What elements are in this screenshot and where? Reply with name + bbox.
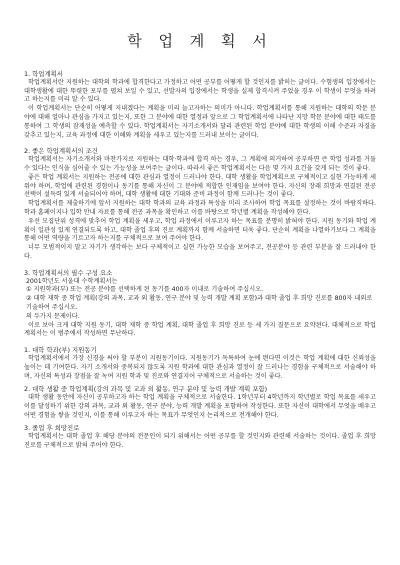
section-2-paragraph-1: 학업계획서는 자기소개서와 마찬가지로 지원하는 대학·학과에 합격 하는 경우, 그 계획에 의거하여 공부하면 큰 학업 성과를 거둘 수 있다는 인식을 심어줄 수 있는 가능성을 보여주는 글이다. 따라서 좋은 학업계획서는 다음 몇 가지 요건을 갖게 되는 것이 좋다.	[24, 156, 376, 172]
section-2-heading: 2. 좋은 학업계획서의 조건	[24, 147, 98, 156]
section-6-heading: 3. 졸업 후 희망진로	[24, 424, 80, 433]
section-3-intro-line: 2001학년도 서울대 수학계획서는	[26, 277, 118, 285]
section-1-paragraph-1: 학업계획서란 지원하는 대학의 학과에 합격한다고 가정하고 어떤 공부를 어떻게 할 것인지를 밝히는 글이다. 수험생의 입장에서는 대학생활에 대한 뚜렷한 포부를 펼쳐 보일 수 있고, 선발자의 입장에서는 학생을 실제 합격시켜 주었을 경우 이 학생이 무엇을 하려고 하는지를 미리 알 수 있다.	[24, 78, 376, 104]
document-body	[24, 70, 376, 451]
document-title: 학 업 계 획 서	[127, 32, 273, 50]
section-3-closing-line: 의 두가지 문제이다.	[26, 312, 80, 320]
section-3-paragraph: 이로 보아 크게 대학 지원 동기, 대학 재학 중 학업 계획, 대학 졸업 후 희망 진로 등 세 가지 질문으로 요약된다. 대체적으로 학업계획서는 이 범주에서 작성하면 무난하다.	[24, 321, 376, 338]
section-1-heading: 1. 학업계획서	[24, 70, 63, 78]
section-2-paragraph-5: 너무 모범적이지 말고 자기가 생각하는 보다 구체적이고 실현 가능한 모습을 보여주고, 전공분야 등 관련 부분을 잘 드러내야 한다.	[24, 244, 376, 260]
section-2-paragraph-2: 좋은 학업 계획서는 지원하는 전공에 대한 관심과 열정이 드러나야 한다. 대학 생활을 학업계획으로 구체적이고 실현 가능하게 세워야 하며, 학업에 관련된 경험이나 동기를 통해 자신이 그 분야에 적합한 인재임을 보여야 한다. 자신의 장래 희망과 연결된 전공 선택이 설득력 있게 서술되어야 하며, 대학 생활에 대한 기대와 준비 과정이 함께 드러나는 것이 좋다.	[24, 173, 376, 199]
section-4-paragraph: 학업계획서에서 가장 신경을 써야 할 부분이 지원동기이다. 지원동기가 독특하여 눈에 띈다면 이것은 학업 계획에 대한 신뢰성을 높이는 데 기여한다. 자기 소개서와 중복되지 않도록 지원 학과에 대한 관심과 열정이 잘 드러나는 경험을 구체적으로 서술해야 하며, 자신의 특성과 장점을 잘 녹여 지원 학과 및 진로와 연결지어 구체적으로 서술하는 것이 좋다.	[24, 354, 376, 380]
section-5-paragraph: 대학 생활 동안에 자신이 공부하고자 하는 학업 계획을 구체적으로 서술한다. 1학년부터 4학년까지 학년별로 학업 목표를 세우고 이를 달성하기 위한 강의 과목, 교과 외 활동, 연구 분야, 능력 개발 계획을 포함하여 작성한다. 또한 자신이 대학에서 무엇을 배우고 어떤 경험을 쌓을 것인지, 이를 통해 이루고자 하는 목표가 무엇인지 논리적으로 전개해야 한다.	[24, 394, 376, 419]
section-5-heading: 2. 대학 생활 중 학업계획(강의 과목 및 교과 외 활동, 연구 분야 및 능력 개발 계획 포함)	[24, 385, 268, 394]
section-3-question-1: ① 지원학과(부) 또는 전공 분야를 선택하게 된 동기를 400자 이내로 기술하여 주십시오.	[26, 286, 264, 294]
spacer	[24, 262, 376, 269]
section-1-paragraph-2: 이 학업계획서는 단순히 어떻게 지내겠다는 계획을 미리 늘고자하는 의미가 아니다. 학업계획서를 통해 지원하는 대학의 학문 분야에 대해 얼마나 관심을 가지고 있는지, 또한 그 분야에 대한 열정과 앞으로 그 학업계획서에 나타난 지망 학문 분야에 대한 태도를 통하여 그 학생의 잠재성을 예측할 수 있다. 학업계획서는 자기소개서와 달리 관련된 학업 분야에 대한 학생의 이해 수준과 자질을 갖추고 있는지, 교육 과정에 대한 이해와 계획을 세우고 있는지를 드러내 보이는 글이다.	[24, 105, 376, 139]
section-3-heading: 3. 학업계획서의 필수 구성 요소	[24, 268, 113, 277]
section-3-question-2: ② 대학 재학 중 학업 계획(강의 과목, 교과 외 활동, 연구 분야 및 능력 개발 계획 포함)과 대학 졸업 후 희망 진로를 800자 내외로 기술하여 주십시오.	[26, 295, 373, 311]
section-4-heading: 1. 대학 학과(부) 지원동기	[24, 346, 97, 355]
section-2-paragraph-3: 학업계획서를 제출하기에 앞서 지원하는 대학 학과의 교육 과정과 특성을 미리 조사하여 학업 목표를 설정하는 것이 바람직하다. 학과 홈페이지나 입학 안내 자료를 통해 전공 과목을 확인하고 이를 바탕으로 학년별 계획을 작성해야 한다.	[24, 200, 376, 216]
section-6-paragraph: 학업계획서는 대학 졸업 후 해당 분야의 전문인이 되기 위해서는 어떤 공부를 할 것인지와 관련해 서술하는 것이다. 졸업 후 희망 진로를 구체적으로 밝혀 주어야 한다.	[24, 433, 376, 450]
section-2-paragraph-4: 우선 모집단위 성격에 맞추어 학업 계획을 세우고, 학업 과정에서 이루고자 하는 목표를 분명히 밝혀야 한다. 지원 동기와 학업 계획이 일관성 있게 연결되도록 하고, 대학 졸업 후의 진로 계획까지 함께 서술하면 더욱 좋다. 단순히 계획을 나열하기보다 그 계획을 통해 어떤 역량을 기르고자 하는지를 구체적으로 보여 주어야 한다.	[24, 217, 376, 243]
